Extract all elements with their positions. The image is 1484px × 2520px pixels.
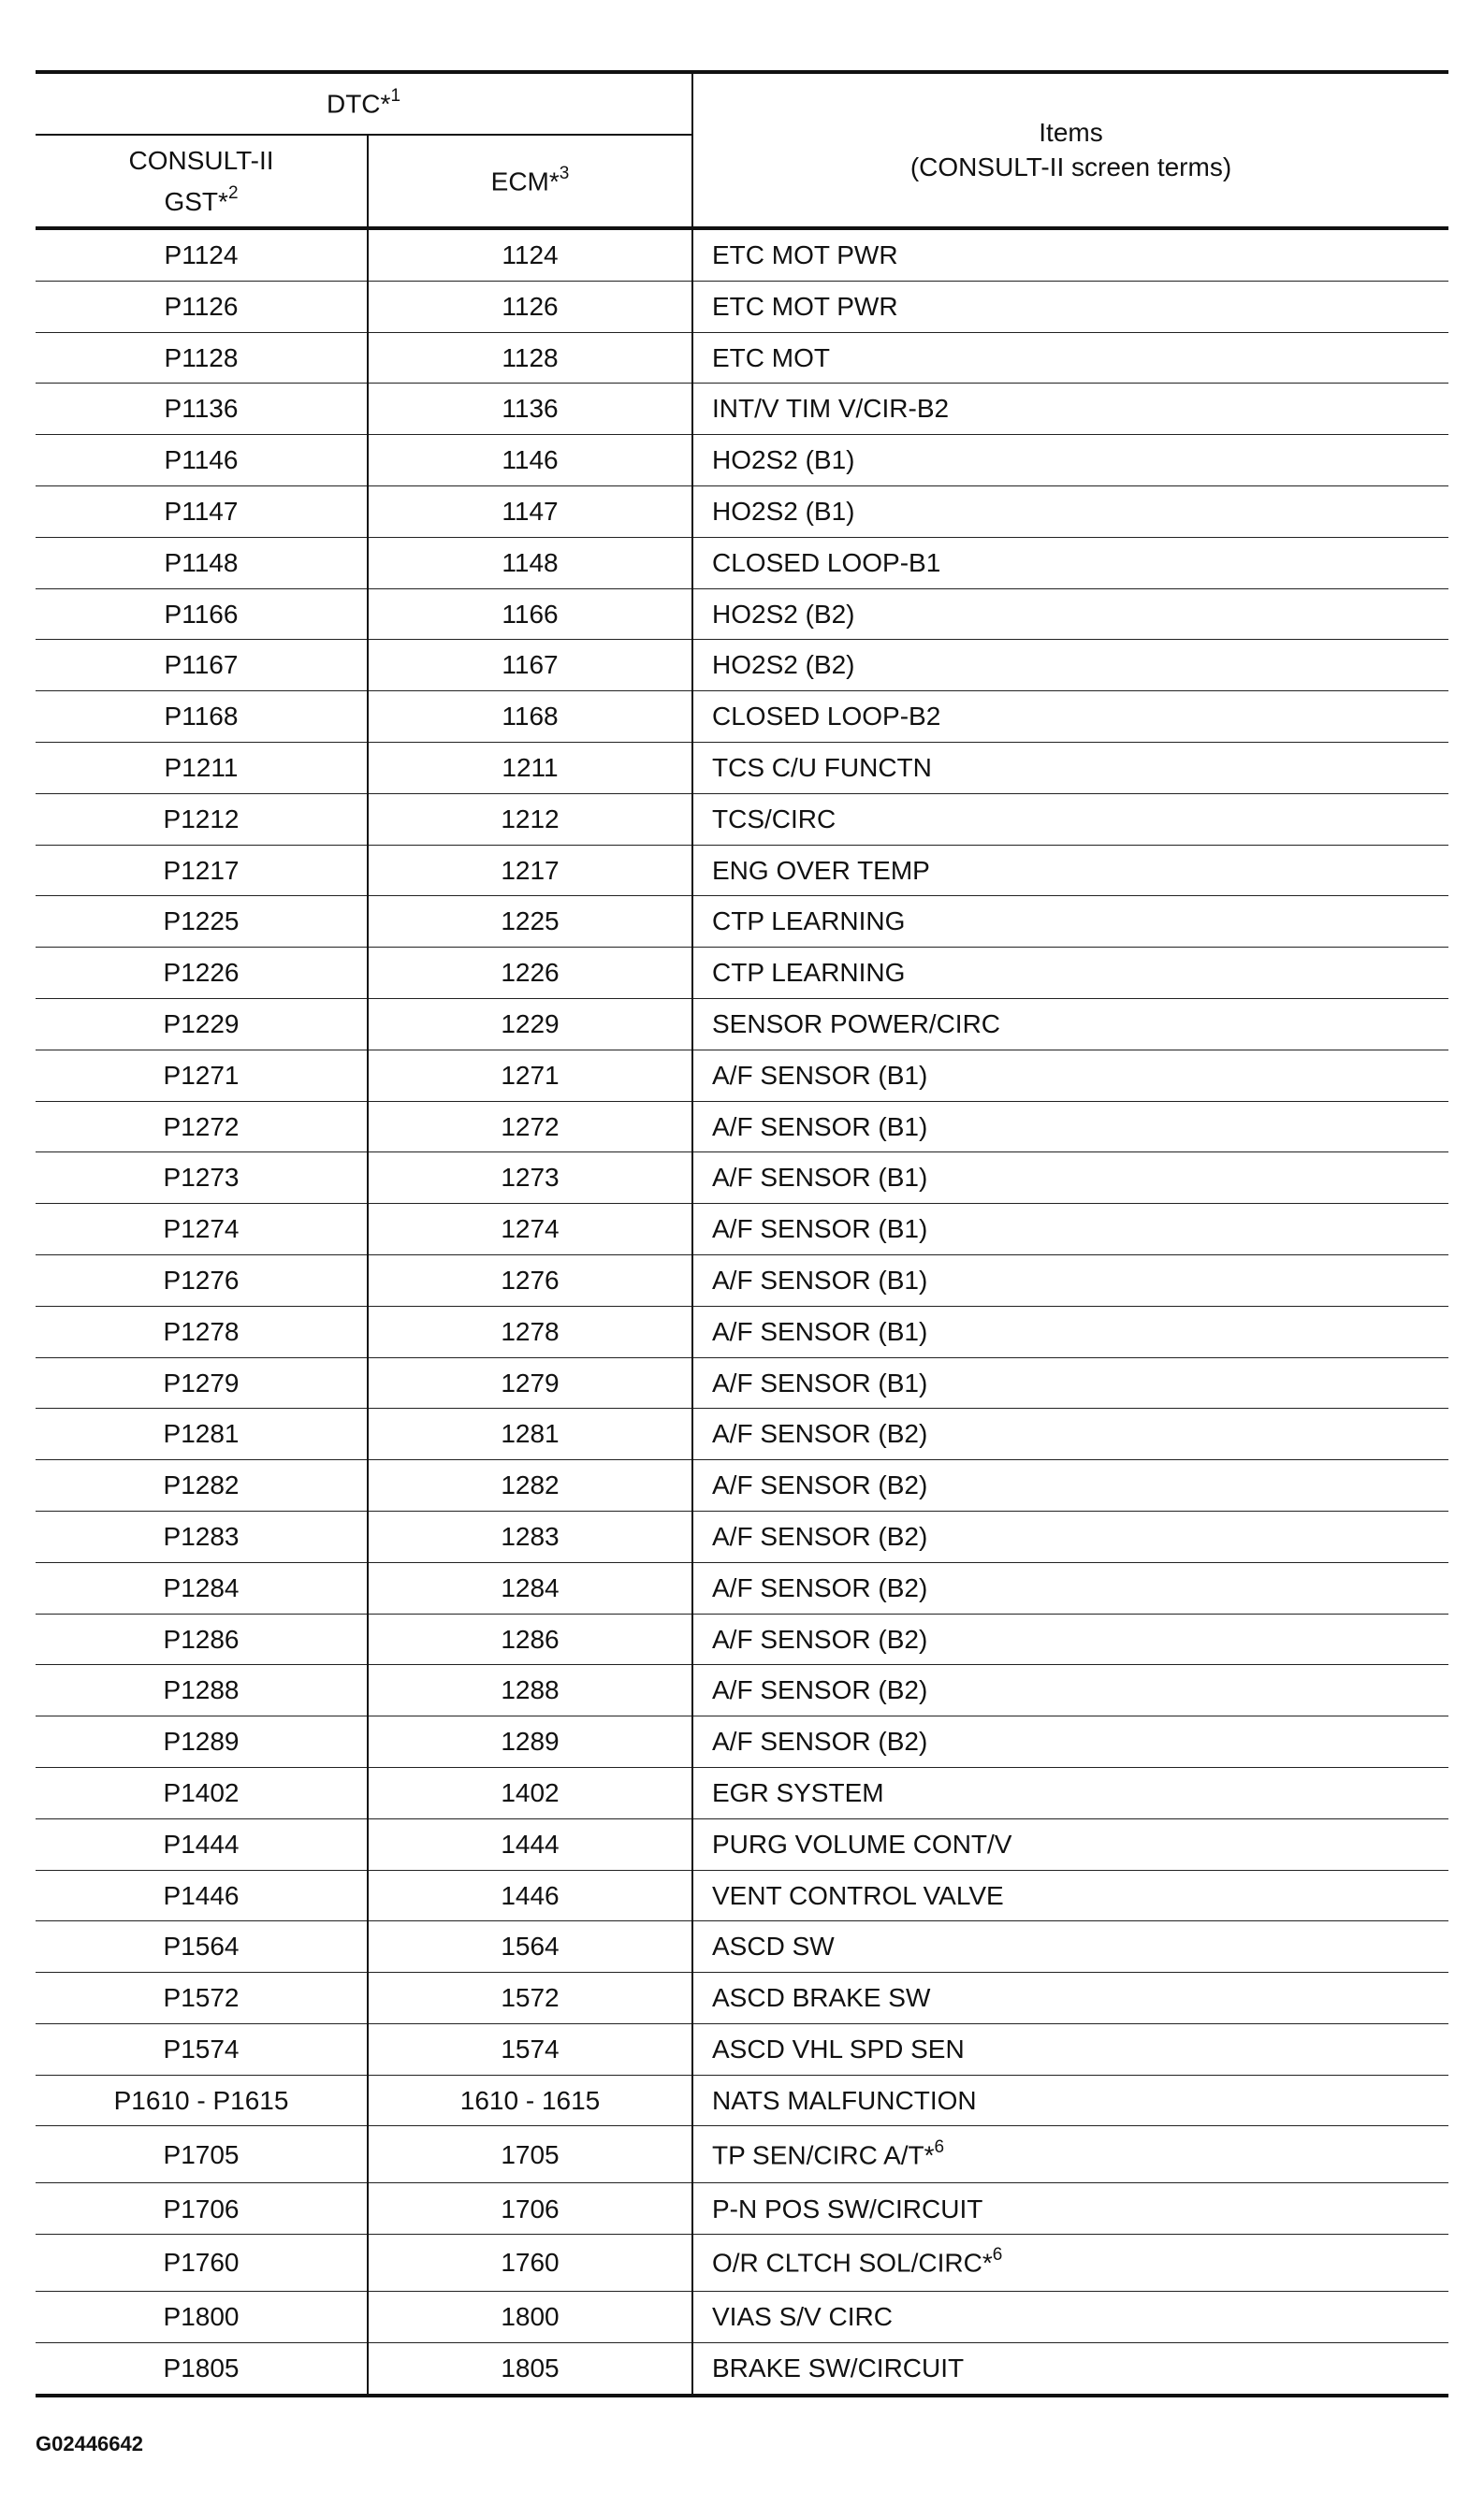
cell-item <box>692 1511 1448 1562</box>
cell-item <box>692 2235 1448 2292</box>
cell-ecm: 1124 <box>368 228 692 281</box>
table-row <box>36 485 1448 537</box>
table-row <box>36 640 1448 691</box>
cell-item <box>692 1665 1448 1716</box>
cell-item <box>692 1921 1448 1973</box>
table-row <box>36 1409 1448 1460</box>
table-row <box>36 2183 1448 2235</box>
item-text: A/F SENSOR (B2) <box>712 1624 928 1654</box>
item-text: HO2S2 (B1) <box>712 497 855 527</box>
cell-consult-gst: P1225 <box>36 896 368 948</box>
cell-ecm: 1289 <box>368 1716 692 1768</box>
cell-item <box>692 1562 1448 1614</box>
cell-ecm: 1272 <box>368 1101 692 1152</box>
table-row <box>36 691 1448 743</box>
table-row <box>36 2023 1448 2075</box>
item-text: TCS/CIRC <box>712 804 837 833</box>
cell-ecm: 1211 <box>368 742 692 793</box>
item-text: A/F SENSOR (B2) <box>712 1522 928 1552</box>
cell-ecm: 1271 <box>368 1050 692 1101</box>
table-row <box>36 1152 1448 1204</box>
cell-consult-gst: P1211 <box>36 742 368 793</box>
cell-item <box>692 2126 1448 2183</box>
cell-ecm: 1167 <box>368 640 692 691</box>
item-text: PURG VOLUME CONT/V <box>712 1829 1012 1859</box>
cell-item <box>692 742 1448 793</box>
dtc-table-container <box>36 70 1448 2397</box>
cell-consult-gst: P1282 <box>36 1460 368 1512</box>
cell-item <box>692 1767 1448 1818</box>
cell-item <box>692 228 1448 281</box>
item-text: TP SEN/CIRC A/T* <box>712 2139 935 2169</box>
items-header-title: Items <box>1039 118 1103 148</box>
table-row <box>36 588 1448 640</box>
table-row <box>36 1306 1448 1357</box>
table-row <box>36 2075 1448 2126</box>
table-row <box>36 2126 1448 2183</box>
cell-ecm: 1610 - 1615 <box>368 2075 692 2126</box>
item-text: ETC MOT <box>712 342 830 372</box>
cell-item <box>692 1357 1448 1409</box>
cell-consult-gst: P1402 <box>36 1767 368 1818</box>
dtc-footnote-mark: 1 <box>390 86 401 107</box>
table-row <box>36 1921 1448 1973</box>
cell-consult-gst: P1146 <box>36 435 368 486</box>
item-text: A/F SENSOR (B1) <box>712 1111 928 1141</box>
table-row <box>36 332 1448 384</box>
dtc-table <box>36 70 1448 2397</box>
cell-item <box>692 485 1448 537</box>
cell-item <box>692 1870 1448 1921</box>
cell-consult-gst: P1283 <box>36 1511 368 1562</box>
cell-ecm: 1284 <box>368 1562 692 1614</box>
cell-ecm: 1706 <box>368 2183 692 2235</box>
ecm-header <box>368 135 692 228</box>
item-text: CLOSED LOOP-B1 <box>712 547 941 577</box>
table-row <box>36 998 1448 1050</box>
cell-consult-gst: P1274 <box>36 1204 368 1255</box>
item-text: ASCD BRAKE SW <box>712 1983 931 2013</box>
cell-item <box>692 1716 1448 1768</box>
cell-item <box>692 1973 1448 2024</box>
item-text: CTP LEARNING <box>712 958 906 988</box>
cell-ecm: 1564 <box>368 1921 692 1973</box>
cell-ecm: 1148 <box>368 537 692 588</box>
cell-item <box>692 435 1448 486</box>
cell-item <box>692 384 1448 435</box>
table-row <box>36 2292 1448 2343</box>
item-text: A/F SENSOR (B1) <box>712 1316 928 1346</box>
table-row <box>36 228 1448 281</box>
item-text: EGR SYSTEM <box>712 1778 884 1807</box>
cell-item <box>692 640 1448 691</box>
item-text: HO2S2 (B1) <box>712 445 855 475</box>
table-row <box>36 2343 1448 2396</box>
item-text: P-N POS SW/CIRCUIT <box>712 2194 983 2223</box>
cell-item <box>692 1409 1448 1460</box>
cell-item <box>692 896 1448 948</box>
table-row <box>36 1254 1448 1306</box>
table-row <box>36 1870 1448 1921</box>
cell-consult-gst: P1805 <box>36 2343 368 2396</box>
dtc-header <box>36 72 692 135</box>
cell-consult-gst: P1136 <box>36 384 368 435</box>
cell-ecm: 1168 <box>368 691 692 743</box>
table-row <box>36 1614 1448 1665</box>
item-text: BRAKE SW/CIRCUIT <box>712 2353 965 2383</box>
cell-ecm: 1279 <box>368 1357 692 1409</box>
cell-consult-gst: P1574 <box>36 2023 368 2075</box>
table-body <box>36 228 1448 2396</box>
item-text: A/F SENSOR (B1) <box>712 1266 928 1296</box>
item-text: ASCD SW <box>712 1932 835 1962</box>
cell-item <box>692 1152 1448 1204</box>
item-text: CLOSED LOOP-B2 <box>712 702 941 731</box>
cell-ecm: 1226 <box>368 948 692 999</box>
table-header <box>36 72 1448 228</box>
table-row <box>36 1357 1448 1409</box>
cell-consult-gst: P1444 <box>36 1818 368 1870</box>
cell-consult-gst: P1610 - P1615 <box>36 2075 368 2126</box>
cell-ecm: 1800 <box>368 2292 692 2343</box>
cell-consult-gst: P1564 <box>36 1921 368 1973</box>
cell-consult-gst: P1229 <box>36 998 368 1050</box>
cell-ecm: 1217 <box>368 845 692 896</box>
item-text: HO2S2 (B2) <box>712 650 855 680</box>
table-row <box>36 1101 1448 1152</box>
cell-consult-gst: P1273 <box>36 1152 368 1204</box>
ecm-footnote-mark: 3 <box>559 163 570 183</box>
cell-ecm: 1282 <box>368 1460 692 1512</box>
cell-ecm: 1276 <box>368 1254 692 1306</box>
cell-item <box>692 1204 1448 1255</box>
item-text: A/F SENSOR (B2) <box>712 1727 928 1757</box>
item-text: A/F SENSOR (B1) <box>712 1060 928 1090</box>
gst-header-text: GST* <box>164 186 228 216</box>
cell-item <box>692 998 1448 1050</box>
cell-item <box>692 1101 1448 1152</box>
cell-ecm: 1136 <box>368 384 692 435</box>
table-row <box>36 1511 1448 1562</box>
items-header-subtitle: (CONSULT-II screen terms) <box>909 152 1232 181</box>
cell-ecm: 1572 <box>368 1973 692 2024</box>
table-row <box>36 1050 1448 1101</box>
cell-ecm: 1126 <box>368 281 692 332</box>
item-text: VIAS S/V CIRC <box>712 2302 893 2332</box>
cell-ecm: 1278 <box>368 1306 692 1357</box>
gst-footnote-mark: 2 <box>227 183 239 204</box>
cell-item <box>692 332 1448 384</box>
cell-consult-gst: P1271 <box>36 1050 368 1101</box>
cell-ecm: 1444 <box>368 1818 692 1870</box>
cell-consult-gst: P1128 <box>36 332 368 384</box>
cell-consult-gst: P1212 <box>36 793 368 845</box>
item-text: A/F SENSOR (B2) <box>712 1572 928 1602</box>
cell-item <box>692 1050 1448 1101</box>
ecm-header-text: ECM* <box>490 166 560 196</box>
cell-ecm: 1273 <box>368 1152 692 1204</box>
table-row <box>36 1665 1448 1716</box>
table-row <box>36 1973 1448 2024</box>
table-row <box>36 793 1448 845</box>
cell-consult-gst: P1286 <box>36 1614 368 1665</box>
table-row <box>36 896 1448 948</box>
cell-consult-gst: P1281 <box>36 1409 368 1460</box>
item-text: A/F SENSOR (B1) <box>712 1368 928 1398</box>
cell-consult-gst: P1226 <box>36 948 368 999</box>
cell-consult-gst: P1276 <box>36 1254 368 1306</box>
table-row <box>36 742 1448 793</box>
cell-item <box>692 1818 1448 1870</box>
cell-ecm: 1286 <box>368 1614 692 1665</box>
dtc-header-text: DTC* <box>326 89 391 119</box>
item-text: ASCD VHL SPD SEN <box>712 2034 965 2064</box>
cell-item <box>692 1254 1448 1306</box>
cell-ecm: 1225 <box>368 896 692 948</box>
item-text: SENSOR POWER/CIRC <box>712 1009 1001 1039</box>
cell-item <box>692 691 1448 743</box>
items-header <box>692 72 1448 228</box>
table-row <box>36 1818 1448 1870</box>
table-row <box>36 435 1448 486</box>
item-text: A/F SENSOR (B1) <box>712 1163 928 1193</box>
cell-consult-gst: P1278 <box>36 1306 368 1357</box>
item-footnote-mark: 6 <box>992 2245 1003 2266</box>
cell-item <box>692 281 1448 332</box>
item-text: A/F SENSOR (B2) <box>712 1419 928 1449</box>
item-text: CTP LEARNING <box>712 906 906 936</box>
cell-item <box>692 2023 1448 2075</box>
cell-consult-gst: P1217 <box>36 845 368 896</box>
cell-ecm: 1281 <box>368 1409 692 1460</box>
cell-consult-gst: P1289 <box>36 1716 368 1768</box>
item-text: HO2S2 (B2) <box>712 599 855 629</box>
cell-consult-gst: P1166 <box>36 588 368 640</box>
table-row <box>36 537 1448 588</box>
cell-consult-gst: P1279 <box>36 1357 368 1409</box>
cell-ecm: 1283 <box>368 1511 692 1562</box>
item-text: VENT CONTROL VALVE <box>712 1880 1004 1910</box>
item-text: A/F SENSOR (B1) <box>712 1214 928 1244</box>
table-row <box>36 2235 1448 2292</box>
cell-consult-gst: P1760 <box>36 2235 368 2292</box>
cell-item <box>692 1614 1448 1665</box>
table-row <box>36 384 1448 435</box>
table-row <box>36 1562 1448 1614</box>
cell-item <box>692 948 1448 999</box>
cell-consult-gst: P1167 <box>36 640 368 691</box>
cell-ecm: 1760 <box>368 2235 692 2292</box>
cell-item <box>692 588 1448 640</box>
table-row <box>36 1767 1448 1818</box>
item-text: ETC MOT PWR <box>712 240 898 270</box>
table-row <box>36 948 1448 999</box>
cell-consult-gst: P1288 <box>36 1665 368 1716</box>
cell-ecm: 1274 <box>368 1204 692 1255</box>
cell-consult-gst: P1572 <box>36 1973 368 2024</box>
cell-consult-gst: P1800 <box>36 2292 368 2343</box>
cell-consult-gst: P1446 <box>36 1870 368 1921</box>
table-row <box>36 1460 1448 1512</box>
cell-consult-gst: P1284 <box>36 1562 368 1614</box>
cell-ecm: 1705 <box>368 2126 692 2183</box>
cell-item <box>692 2075 1448 2126</box>
cell-consult-gst: P1148 <box>36 537 368 588</box>
table-row <box>36 1204 1448 1255</box>
item-text: O/R CLTCH SOL/CIRC* <box>712 2248 993 2278</box>
item-footnote-mark: 6 <box>934 2136 945 2157</box>
cell-item <box>692 2183 1448 2235</box>
cell-consult-gst: P1706 <box>36 2183 368 2235</box>
cell-item <box>692 2292 1448 2343</box>
cell-consult-gst: P1705 <box>36 2126 368 2183</box>
item-text: ENG OVER TEMP <box>712 855 930 885</box>
item-text: NATS MALFUNCTION <box>712 2085 977 2115</box>
cell-consult-gst: P1126 <box>36 281 368 332</box>
cell-item <box>692 1306 1448 1357</box>
item-text: A/F SENSOR (B2) <box>712 1470 928 1500</box>
cell-item <box>692 845 1448 896</box>
cell-ecm: 1288 <box>368 1665 692 1716</box>
cell-ecm: 1212 <box>368 793 692 845</box>
cell-ecm: 1805 <box>368 2343 692 2396</box>
cell-ecm: 1166 <box>368 588 692 640</box>
cell-ecm: 1147 <box>368 485 692 537</box>
cell-ecm: 1146 <box>368 435 692 486</box>
cell-ecm: 1128 <box>368 332 692 384</box>
item-text: ETC MOT PWR <box>712 291 898 321</box>
item-text: TCS C/U FUNCTN <box>712 753 932 783</box>
cell-ecm: 1229 <box>368 998 692 1050</box>
cell-consult-gst: P1168 <box>36 691 368 743</box>
cell-item <box>692 2343 1448 2396</box>
consult-gst-header <box>36 135 368 228</box>
table-row <box>36 281 1448 332</box>
item-text: A/F SENSOR (B2) <box>712 1675 928 1705</box>
cell-consult-gst: P1124 <box>36 228 368 281</box>
item-text: INT/V TIM V/CIR-B2 <box>712 394 950 424</box>
cell-item <box>692 1460 1448 1512</box>
cell-ecm: 1402 <box>368 1767 692 1818</box>
cell-ecm: 1446 <box>368 1870 692 1921</box>
table-row <box>36 845 1448 896</box>
cell-item <box>692 793 1448 845</box>
consult-header-text: CONSULT-II <box>128 146 274 176</box>
cell-ecm: 1574 <box>368 2023 692 2075</box>
cell-consult-gst: P1272 <box>36 1101 368 1152</box>
cell-consult-gst: P1147 <box>36 485 368 537</box>
cell-item <box>692 537 1448 588</box>
figure-id: G02446642 <box>36 2432 143 2455</box>
table-row <box>36 1716 1448 1768</box>
